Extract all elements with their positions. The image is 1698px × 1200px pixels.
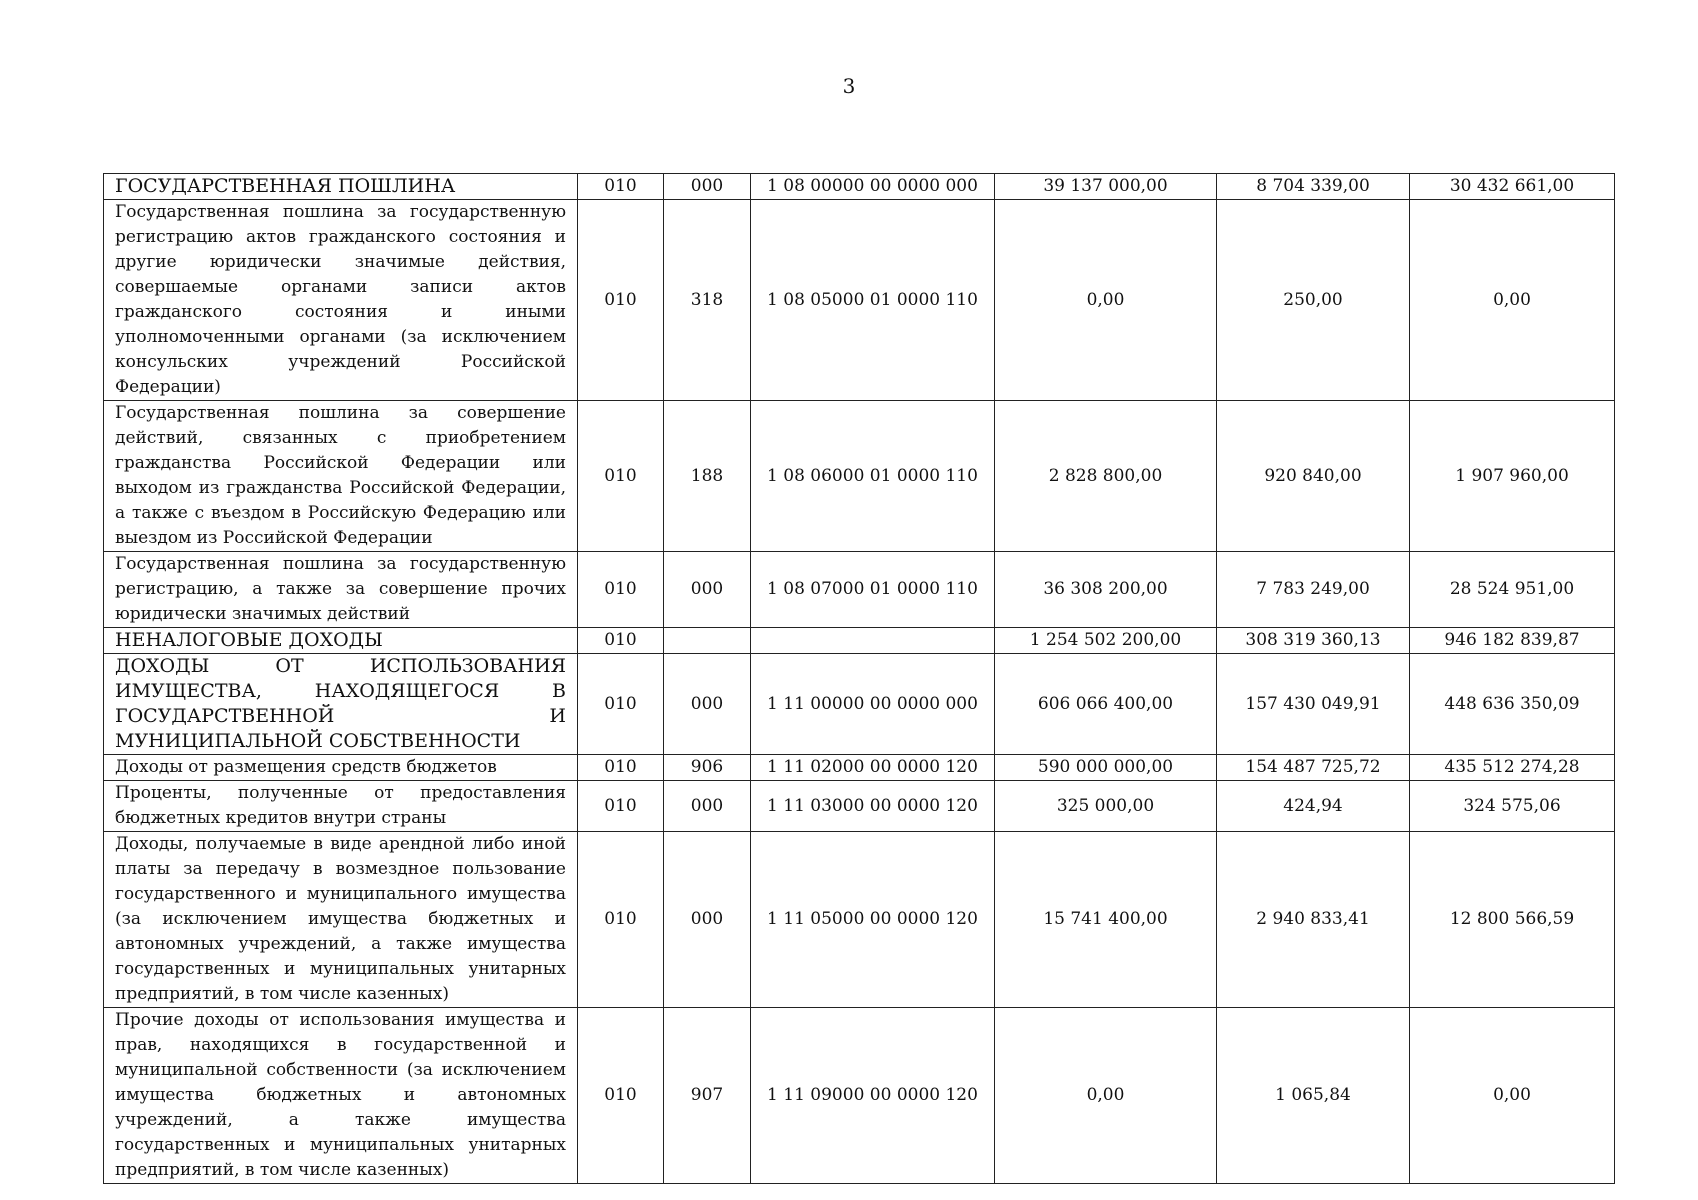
remaining-amount: 0,00: [1410, 200, 1615, 401]
row-name: ДОХОДЫ ОТ ИСПОЛЬЗОВАНИЯ ИМУЩЕСТВА, НАХОДЯЩЕГОСЯ В ГОСУДАРСТВЕННОЙ И МУНИЦИПАЛЬНОЙ СОБСТВЕННОСТИ: [104, 654, 578, 755]
planned-amount: 325 000,00: [995, 781, 1217, 832]
budget-class-code: 1 08 06000 01 0000 110: [751, 401, 995, 552]
budget-class-code: 1 11 09000 00 0000 120: [751, 1008, 995, 1184]
actual-amount: 250,00: [1217, 200, 1410, 401]
remaining-amount: 28 524 951,00: [1410, 552, 1615, 628]
sub-code: 907: [664, 1008, 751, 1184]
admin-code: 010: [578, 552, 664, 628]
page-number: 3: [842, 74, 856, 98]
actual-amount: 8 704 339,00: [1217, 174, 1410, 200]
admin-code: 010: [578, 1008, 664, 1184]
actual-amount: 2 940 833,41: [1217, 832, 1410, 1008]
table-row: [104, 654, 1615, 755]
table-row: [104, 781, 1615, 832]
row-name: ГОСУДАРСТВЕННАЯ ПОШЛИНА: [104, 174, 578, 200]
budget-class-code: 1 11 03000 00 0000 120: [751, 781, 995, 832]
planned-amount: 36 308 200,00: [995, 552, 1217, 628]
row-name: Проценты, полученные от предоставления бюджетных кредитов внутри страны: [104, 781, 578, 832]
admin-code: 010: [578, 174, 664, 200]
admin-code: 010: [578, 755, 664, 781]
budget-class-code: 1 08 07000 01 0000 110: [751, 552, 995, 628]
actual-amount: 308 319 360,13: [1217, 628, 1410, 654]
sub-code: 000: [664, 174, 751, 200]
budget-class-code: 1 11 02000 00 0000 120: [751, 755, 995, 781]
sub-code: 000: [664, 781, 751, 832]
row-name: НЕНАЛОГОВЫЕ ДОХОДЫ: [104, 628, 578, 654]
remaining-amount: 1 907 960,00: [1410, 401, 1615, 552]
actual-amount: 920 840,00: [1217, 401, 1410, 552]
sub-code: 000: [664, 654, 751, 755]
admin-code: 010: [578, 200, 664, 401]
planned-amount: 39 137 000,00: [995, 174, 1217, 200]
planned-amount: 2 828 800,00: [995, 401, 1217, 552]
actual-amount: 157 430 049,91: [1217, 654, 1410, 755]
table-row: [104, 628, 1615, 654]
budget-class-code: 1 11 05000 00 0000 120: [751, 832, 995, 1008]
table-row: [104, 832, 1615, 1008]
revenue-table: [103, 173, 1615, 1184]
admin-code: 010: [578, 654, 664, 755]
revenue-table-body: [104, 174, 1615, 1184]
remaining-amount: 0,00: [1410, 1008, 1615, 1184]
sub-code: 906: [664, 755, 751, 781]
planned-amount: 606 066 400,00: [995, 654, 1217, 755]
sub-code: 318: [664, 200, 751, 401]
row-name: Государственная пошлина за совершение действий, связанных с приобретением гражданства Российской Федерации или выходом из гражданства Российской Федерации, а также с въездом в Российскую Федерацию или выездом из Российской Федерации: [104, 401, 578, 552]
table-row: [104, 174, 1615, 200]
budget-class-code: 1 08 00000 00 0000 000: [751, 174, 995, 200]
table-row: [104, 552, 1615, 628]
remaining-amount: 946 182 839,87: [1410, 628, 1615, 654]
table-row: [104, 755, 1615, 781]
row-name: Доходы от размещения средств бюджетов: [104, 755, 578, 781]
table-row: [104, 200, 1615, 401]
row-name: Прочие доходы от использования имущества и прав, находящихся в государственной и муниципальной собственности (за исключением имущества бюджетных и автономных учреждений, а также имущества государственных и муниципальных унитарных предприятий, в том числе казенных): [104, 1008, 578, 1184]
planned-amount: 1 254 502 200,00: [995, 628, 1217, 654]
planned-amount: 590 000 000,00: [995, 755, 1217, 781]
row-name: Доходы, получаемые в виде арендной либо иной платы за передачу в возмездное пользование государственного и муниципального имущества (за исключением имущества бюджетных и автономных учреждений, а также имущества государственных и муниципальных унитарных предприятий, в том числе казенных): [104, 832, 578, 1008]
planned-amount: 15 741 400,00: [995, 832, 1217, 1008]
actual-amount: 7 783 249,00: [1217, 552, 1410, 628]
table-row: [104, 1008, 1615, 1184]
remaining-amount: 448 636 350,09: [1410, 654, 1615, 755]
row-name: Государственная пошлина за государственную регистрацию, а также за совершение прочих юридически значимых действий: [104, 552, 578, 628]
planned-amount: 0,00: [995, 1008, 1217, 1184]
sub-code: 188: [664, 401, 751, 552]
budget-class-code: 1 08 05000 01 0000 110: [751, 200, 995, 401]
table-row: [104, 401, 1615, 552]
budget-class-code: [751, 628, 995, 654]
admin-code: 010: [578, 832, 664, 1008]
actual-amount: 424,94: [1217, 781, 1410, 832]
budget-class-code: 1 11 00000 00 0000 000: [751, 654, 995, 755]
planned-amount: 0,00: [995, 200, 1217, 401]
actual-amount: 1 065,84: [1217, 1008, 1410, 1184]
remaining-amount: 12 800 566,59: [1410, 832, 1615, 1008]
remaining-amount: 30 432 661,00: [1410, 174, 1615, 200]
sub-code: [664, 628, 751, 654]
admin-code: 010: [578, 401, 664, 552]
sub-code: 000: [664, 832, 751, 1008]
remaining-amount: 324 575,06: [1410, 781, 1615, 832]
remaining-amount: 435 512 274,28: [1410, 755, 1615, 781]
actual-amount: 154 487 725,72: [1217, 755, 1410, 781]
admin-code: 010: [578, 781, 664, 832]
row-name: Государственная пошлина за государственную регистрацию актов гражданского состояния и другие юридически значимые действия, совершаемые органами записи актов гражданского состояния и иными уполномоченными органами (за исключением консульских учреждений Российской Федерации): [104, 200, 578, 401]
admin-code: 010: [578, 628, 664, 654]
sub-code: 000: [664, 552, 751, 628]
